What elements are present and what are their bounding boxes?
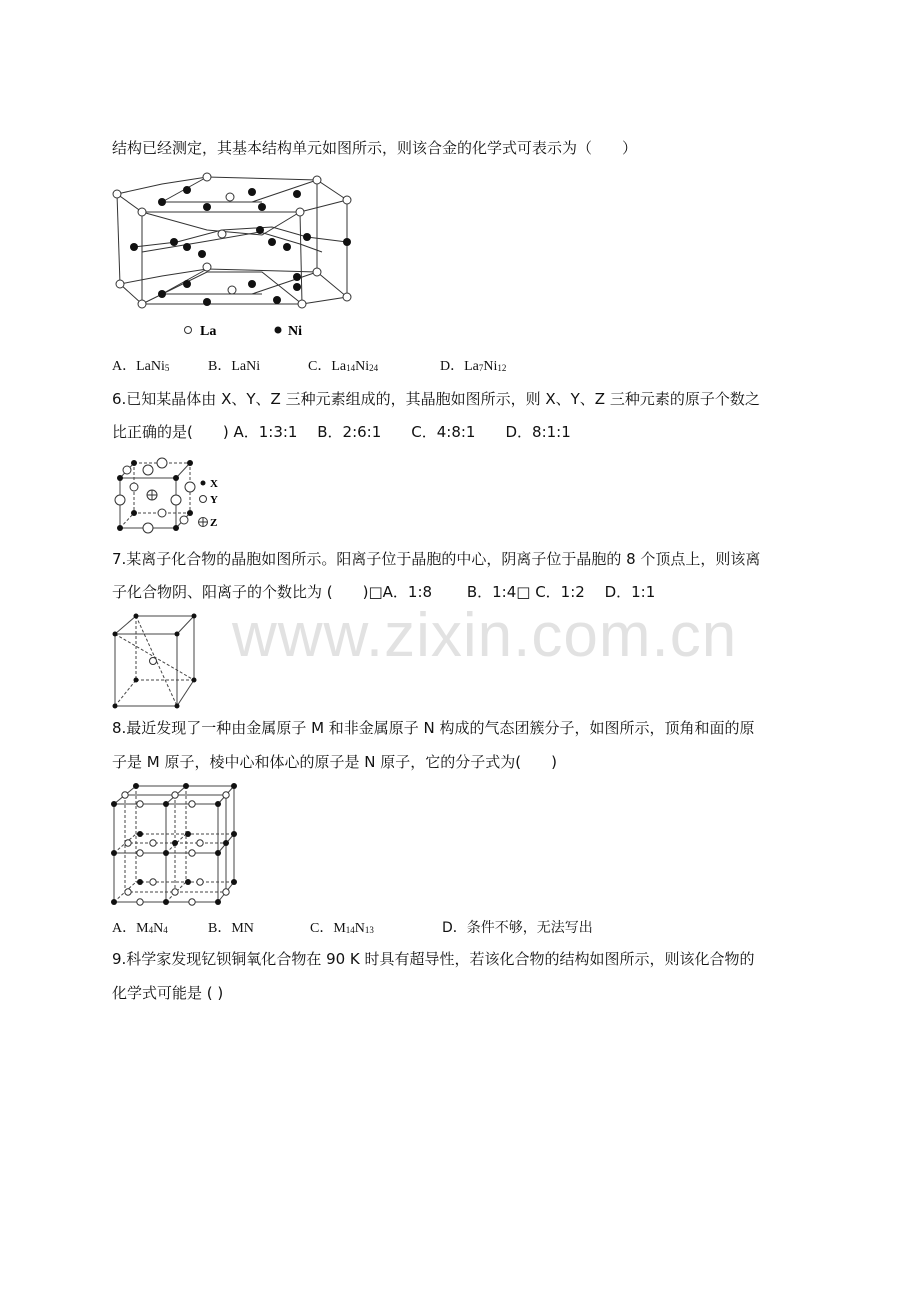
la-legend-label: La <box>200 324 217 339</box>
z-legend-label: Z <box>210 517 218 529</box>
q8-option-b: B．MN <box>208 921 254 936</box>
q6-line-2: 比正确的是( ) A．1:3:1 B．2:6:1 C．4:8:1 D．8:1:1 <box>112 423 571 441</box>
y-legend-marker <box>200 496 207 503</box>
q9-line-2: 化学式可能是 ( ) <box>112 984 224 1002</box>
q5-option-c: C．$La_{14}Ni_{24}$ <box>308 359 379 374</box>
q8-options <box>112 918 593 940</box>
watermark: www.zixin.com.cn <box>232 601 738 670</box>
q8-line-1: 8.最近发现了一种由金属原子 M 和非金属原子 N 构成的气态团簇分子，如图所示，顶角和面的原 <box>112 719 755 737</box>
q5-option-a: A．LaNi$_5$ <box>112 359 170 374</box>
q7-line-2: 子化合物阴、阳离子的个数比为 ( )□A．1:8 B．1:4□ C．1:2 D．1:1 <box>112 583 656 601</box>
q5-figure-lani-structure <box>112 172 362 344</box>
y-legend-label: Y <box>210 494 218 506</box>
q9-line-1: 9.科学家发现钇钡铜氧化合物在 90 K 时具有超导性，若该化合物的结构如图所示，则该化合物的 <box>112 950 755 968</box>
q5-option-d: D．$La_7Ni_{12}$ <box>440 359 507 374</box>
q8-option-d: D．条件不够，无法写出 <box>442 920 593 936</box>
q8-figure-cluster-molecule <box>108 782 243 907</box>
ni-legend-marker <box>275 327 282 334</box>
q5-option-b: B．LaNi <box>208 359 261 374</box>
q7-figure-cubic-cell <box>110 612 200 712</box>
x-legend-label: X <box>210 478 218 490</box>
q5-options <box>112 357 506 378</box>
q8-option-c: C．$M_{14}N_{13}$ <box>310 921 374 936</box>
q8-option-a: A．$M_4N_4$ <box>112 921 168 936</box>
ni-legend-label: Ni <box>288 324 302 339</box>
q5-text: 结构已经测定，其基本结构单元如图所示，则该合金的化学式可表示为（ ） <box>112 139 638 157</box>
la-legend-marker <box>185 327 192 334</box>
q7-line-1: 7.某离子化合物的晶胞如图所示。阳离子位于晶胞的中心，阴离子位于晶胞的 8 个顶点上，则该离 <box>112 550 761 568</box>
x-legend-marker <box>201 481 206 486</box>
q6-line-1: 6.已知某晶体由 X、Y、Z 三种元素组成的，其晶胞如图所示，则 X、Y、Z 三种元素的原子个数之 <box>112 390 760 408</box>
q8-line-2: 子是 M 原子，棱中心和体心的原子是 N 原子，它的分子式为( ) <box>112 753 557 771</box>
q6-figure-xyz-cell <box>112 455 227 535</box>
